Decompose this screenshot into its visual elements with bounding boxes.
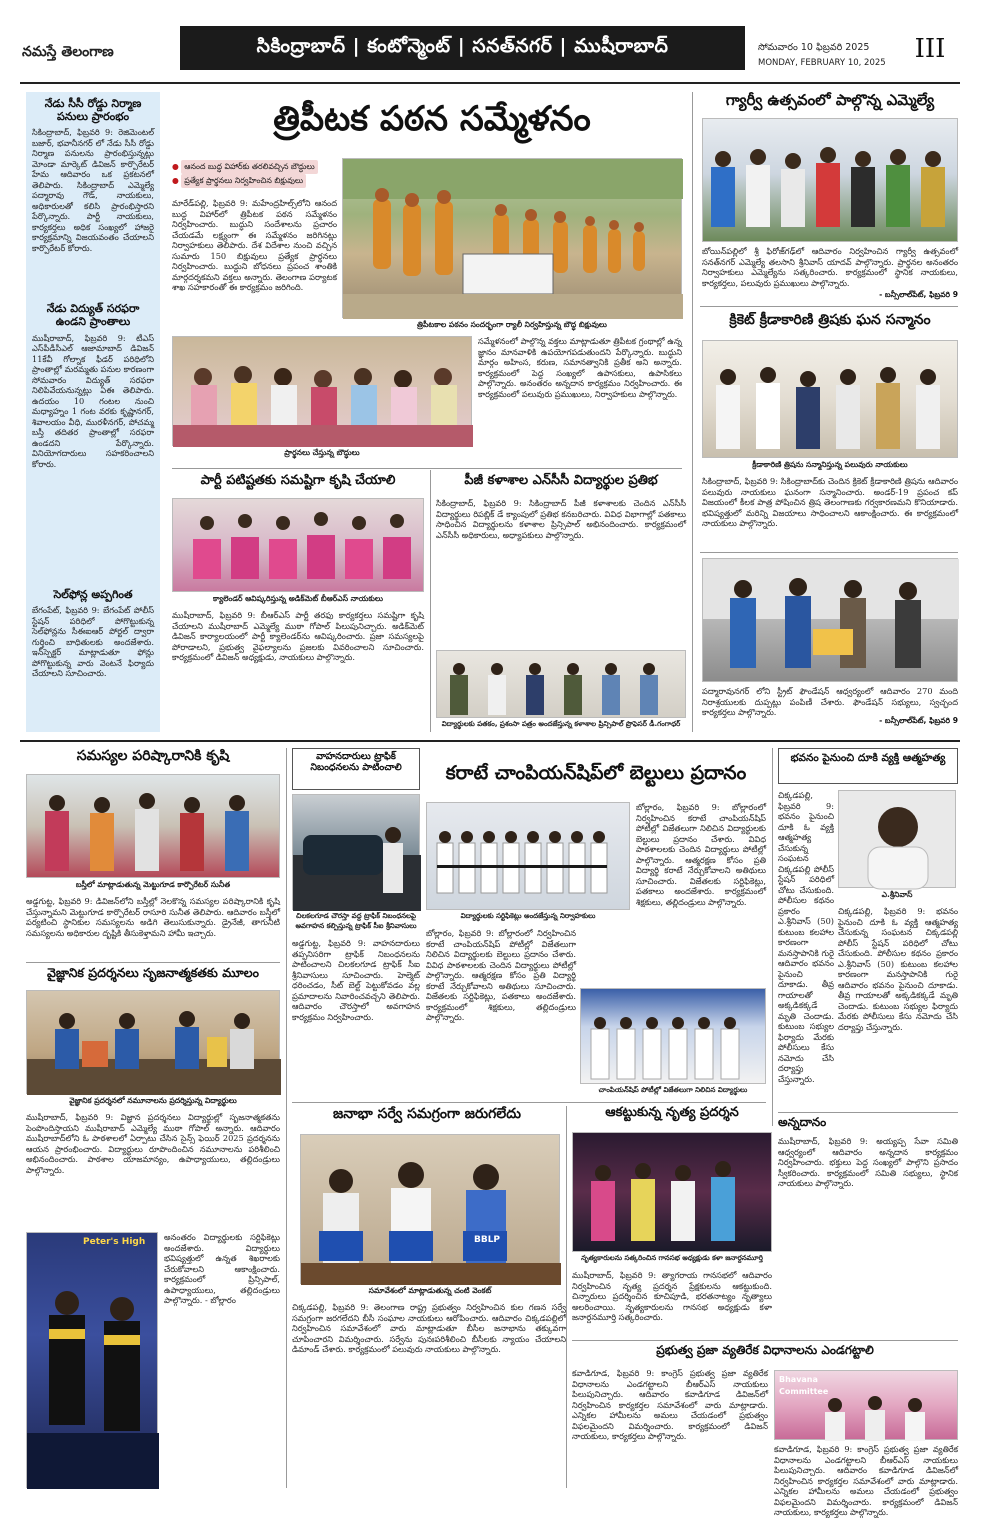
party-calendar-photo: [172, 498, 424, 592]
protest-headline: ప్రభుత్వ ప్రజా వ్యతిరేక విధానాలను ఎండగట్టాలి: [656, 1343, 874, 1357]
winners-illustration: [581, 989, 767, 1085]
right-top-byline: - బన్సీలాల్‌పేట్, ఫిబ్రవరి 9: [879, 290, 958, 299]
science-body: ముషీరాబాద్, ఫిబ్రవరి 9: విజ్ఞాన ప్రదర్శనలు విద్యార్థుల్లో సృజనాత్మకతను పెంపొందిస్తాయని ముషీరాబాద్ ఎమ్మెల్యే ముఠా గోపాల్ అన్నారు. ఆదివారం ముషీరాబాద్‌లోని ఓ పాఠశాలలో ఏర్పాటు చేసిన సైన్స్ ఫెయిర్ 2025 ప్రదర్శనను ఆయన ప్రారంభించారు. విద్యార్థులు రూపొందించిన నమూనాలను పరిశీలించి అభినందించారు. పాఠశాల యాజమాన్యం, ఉపాధ్యాయులు, తల్లిదండ్రులు పాల్గొన్నారు.: [26, 1112, 280, 1175]
cricket-body: సికింద్రాబాద్, ఫిబ్రవరి 9: సికింద్రాబాద్‌కు చెందిన క్రికెట్ క్రీడాకారిణి త్రిషను ఆదివారం పలువురు నాయకులు ఘనంగా సన్మానించారు. అండర్-19 ప్రపంచ కప్ విజయంలో కీలక పాత్ర పోషించిన త్రిష తెలంగాణకు గర్వకారణమని కొనియాడారు. భవిష్యత్తులో మరిన్ని విజయాలు సాధించాలని ఆకాంక్షించారు. ఈ కార్యక్రమంలో నాయకులు పాల్గొన్నారు.: [702, 476, 958, 528]
prayers-illustration: [173, 337, 473, 447]
lead-photo-caption-2: ప్రార్థనలు చేస్తున్న బౌద్ధులు: [284, 448, 360, 457]
lead-bullets: [172, 160, 342, 194]
bullet-icon: ●: [172, 176, 179, 185]
lead-body-1: మారేడ్‌పల్లి, ఫిబ్రవరి 9: మహేంద్రహిల్స్‌లోని ఆనంద బుద్ధ విహార్‌లో త్రిపీటక పఠన సమ్మేళనం నిర్వహించారు. బుద్ధుని సందేశాలను ప్రచారం చేయడమే లక్ష్యంగా ఈ సమ్మేళనం జరిగినట్లు నిర్వాహకులు తెలిపారు. దేశ విదేశాల నుంచి వచ్చిన సుమారు 150 బిక్షువులు ప్రత్యేక ప్రార్థనలు నిర్వహించారు. బుద్ధుని బోధనలు ప్రపంచ శాంతికి మార్గదర్శకమని వక్తలు అన్నారు. తెలంగాణ పర్యాటక శాఖ సహకారంతో ఈ కార్యక్రమం జరిగింది.: [172, 198, 337, 292]
monks-illustration: [343, 159, 683, 319]
blanket-byline: - బన్సీలాల్‌పేట్, ఫిబ్రవరి 9: [879, 716, 958, 725]
column-rule: [430, 470, 431, 732]
edition-title: సికింద్రాబాద్ | కంటోన్మెంట్ | సనత్‌నగర్ | ముషీరాబాద్: [256, 34, 669, 57]
column-rule: [566, 1106, 567, 1488]
lead-photo-caption-1: త్రిపీటకాల పఠనం సందర్భంగా ర్యాలీ నిర్వహిస్తున్న బౌద్ధ బిక్షువులు: [417, 320, 607, 329]
party-headline: పార్టీ పటిష్టతకు సమష్టిగా కృషి చేయాలి: [200, 473, 396, 488]
karate-caption-2: చాంపియన్‌షిప్ పోటీల్లో విజేతలుగా నిలిచిన విద్యార్థులు: [598, 1086, 748, 1094]
section-rule: [26, 962, 280, 963]
dance-performance-photo: [572, 1132, 772, 1252]
date-telugu: సోమవారం 10 ఫిబ్రవరి 2025: [758, 42, 870, 53]
brief-headline: నేడు విద్యుత్ సరఫరా ఉండని ప్రాంతాలు: [46, 302, 140, 328]
karate-headline: కరాటే చాంపియన్‌షిప్‌లో బెల్టులు ప్రదానం: [445, 762, 747, 784]
graduation-illustration: [27, 1233, 159, 1489]
victim-photo: [838, 790, 956, 888]
suicide-body: చిక్కడపల్లి, ఫిబ్రవరి 9: భవనం పైనుంచి దూకి ఓ వ్యక్తి ఆత్మహత్య చేసుకున్న సంఘటన చిక్కడపల్లి పోలీస్ స్టేషన్ పరిధిలో చోటు చేసుకుంది. పోలీసుల కథనం ప్రకారం ఎ.శ్రీనివాస్ (50) కుటుంబ కలహాల కారణంగా మనస్తాపానికి గురై ఆదివారం భవనం పైనుంచి దూకాడు. తీవ్ర గాయాలతో అక్కడికక్కడే మృతి చెందాడు. కుటుంబ సభ్యుల ఫిర్యాదు మేరకు పోలీసులు కేసు నమోదు చేసి దర్యాప్తు చేస్తున్నారు.: [778, 790, 834, 1084]
karate-group-photo: [426, 802, 630, 910]
victim-caption: ఎ.శ్రీనివాస్: [881, 890, 913, 899]
annadanam-headline: అన్నదానం: [778, 1115, 827, 1129]
census-body: చిక్కడపల్లి, ఫిబ్రవరి 9: తెలంగాణ రాష్ట్ర ప్రభుత్వం నిర్వహించిన కుల గణన సర్వే సమగ్రంగా జరగలేదని బీసీ సంఘాల నాయకులు ఆరోపించారు. ఆదివారం చిక్కడపల్లిలో నిర్వహించిన సమావేశంలో వారు మాట్లాడుతూ బీసీల జనాభాను తక్కువగా చూపించారని విమర్శించారు. సర్వేను పునఃపరిశీలించి బీసీలకు న్యాయం చేయాలని డిమాండ్ చేశారు. కార్యక్రమంలో పలువురు నాయకులు పాల్గొన్నారు.: [292, 1302, 566, 1354]
right-top-body: బోయిన్‌పల్లిలో శ్రీ ఫిరోజ్‌గఢ్‌లో ఆదివారం నిర్వహించిన గ్యార్వీ ఉత్సవంలో సనత్‌నగర్ ఎమ్మెల్యే తలసాని శ్రీనివాస్ యాదవ్ పాల్గొన్నారు. ప్రార్థనల అనంతరం నిర్వాహకులు ఎమ్మెల్యేను సత్కరించారు. కార్యక్రమంలో స్థానిక నాయకులు, కార్యకర్తలు, పలువురు ప్రముఖులు పాల్గొన్నారు.: [702, 246, 958, 288]
lead-bullet: ఆనంద బుద్ధ విహార్‌కు తరలివచ్చిన బౌద్ధులు: [181, 160, 317, 174]
suicide-headline-box: [778, 748, 958, 784]
graduation-photo: [26, 1232, 158, 1488]
blanket-body: పద్మారావునగర్ లోని స్ట్రీట్ ఫౌండేషన్ ఆధ్వర్యంలో ఆదివారం 270 మంది నిరాశ్రయులకు దుప్పట్లు పంపిణీ చేశారు. ఫౌండేషన్ సభ్యులు, స్వచ్ఛంద కార్యకర్తలు పాల్గొన్నారు.: [702, 686, 958, 717]
section-rule: [172, 468, 682, 469]
traffic-caption: చిలకలగూడ చౌరస్తా వద్ద ట్రాఫిక్ నిబంధనలపై అవగాహన కల్పిస్తున్న ట్రాఫిక్ సీఐ శ్రీనివాసులు: [295, 912, 417, 930]
protest-illustration: [775, 1371, 959, 1441]
suicide-body-cont: చిక్కడపల్లి, ఫిబ్రవరి 9: భవనం పైనుంచి దూకి ఓ వ్యక్తి ఆత్మహత్య చేసుకున్న సంఘటన చిక్కడపల్లి పోలీస్ స్టేషన్ పరిధిలో చోటు చేసుకుంది. పోలీసుల కథనం ప్రకారం ఎ.శ్రీనివాస్ (50) కుటుంబ కలహాల కారణంగా మనస్తాపానికి గురై ఆదివారం భవనం పైనుంచి దూకాడు. తీవ్ర గాయాలతో అక్కడికక్కడే మృతి చెందాడు. కుటుంబ సభ్యుల ఫిర్యాదు మేరకు పోలీసులు కేసు నమోదు చేసి దర్యాప్తు చేస్తున్నారు.: [838, 906, 958, 1032]
masthead: [0, 0, 981, 78]
protest-banner-sign-2: Committee: [779, 1387, 829, 1396]
dance-caption: నృత్యకారులను సత్కరించిన గానసభ అధ్యక్షుడు కళా జనార్దనమూర్తి: [581, 1254, 763, 1262]
science-headline: వైజ్ఞానిక ప్రదర్శనలు సృజనాత్మకతకు మూలం: [47, 965, 259, 980]
page-number: III: [914, 34, 946, 64]
karate-body-right: బోల్లారం, ఫిబ్రవరి 9: బోల్లారంలో నిర్వహించిన కరాటే చాంపియన్‌షిప్ పోటీల్లో విజేతలుగా నిలిచిన విద్యార్థులకు బెల్టులు ప్రదానం చేశారు. వివిధ పాఠశాలలకు చెందిన విద్యార్థులు పోటీల్లో పాల్గొన్నారు. ఆత్మరక్షణ కోసం ప్రతి విద్యార్థి కరాటే నేర్చుకోవాలని అతిథులు సూచించారు. విజేతలకు సర్టిఫికెట్లు, పతకాలు అందజేశారు. కార్యక్రమంలో శిక్షకులు, తల్లిదండ్రులు పాల్గొన్నారు.: [636, 802, 766, 907]
dance-body: ముషీరాబాద్, ఫిబ్రవరి 9: త్యాగరాయ గానసభలో ఆదివారం నిర్వహించిన నృత్య ప్రదర్శన ప్రేక్షకులను ఆకట్టుకుంది. చిన్నారులు ప్రదర్శించిన కూచిపూడి, భరతనాట్యం నృత్యాలు అలరించాయి. నృత్యకారులను గానసభ అధ్యక్షుడు కళా జనార్దనమూర్తి సత్కరించారు.: [572, 1270, 772, 1322]
dance-headline: ఆకట్టుకున్న నృత్య ప్రదర్శన: [605, 1105, 739, 1120]
mla-festival-photo: [702, 118, 958, 242]
bullet-icon: ●: [172, 162, 179, 171]
karate-caption-1: విద్యార్థులకు సర్టిఫికెట్లు అందజేస్తున్న నిర్వాహకులు: [460, 912, 596, 920]
science-illustration: [27, 991, 281, 1095]
portrait-illustration: [839, 791, 957, 889]
left-briefs-column: [26, 92, 160, 732]
ncc-caption: విద్యార్థులకు పతకం, ప్రశంసా పత్రం అందజేస్తున్న కళాశాల ప్రిన్సిపాల్ ప్రొఫెసర్ డీ.గంగాధర్: [441, 720, 681, 728]
protest-banner-sign: Bhavana: [779, 1375, 818, 1384]
ncc-body: సికింద్రాబాద్, ఫిబ్రవరి 9: సికింద్రాబాద్ పీజీ కళాశాలకు చెందిన ఎన్‌సీసీ విద్యార్థులు రిపబ్లిక్ డే క్యాంపులో ప్రతిభ కనబరిచారు. వివిధ విభాగాల్లో పతకాలు సాధించిన విద్యార్థులను కళాశాల ప్రిన్సిపాల్ అభినందించారు. కార్యక్రమంలో ఎన్‌సీసీ అధికారులు, అధ్యాపకులు పాల్గొన్నారు.: [436, 498, 686, 540]
traffic-headline-box: [292, 748, 420, 790]
visit-illustration: [27, 775, 281, 879]
column-rule: [286, 748, 287, 1488]
paper-name: నమస్తే తెలంగాణ: [22, 44, 114, 60]
problems-body: అడ్డగుట్ట, ఫిబ్రవరి 9: డివిజన్‌లోని బస్తీల్లో నెలకొన్న సమస్యల పరిష్కారానికి కృషి చేస్తున్నామని మెట్టుగూడ కార్పొరేటర్ రాసూరి సునీత తెలిపారు. ఆదివారం బస్తీలో పర్యటించి స్థానికుల సమస్యలను అడిగి తెలుసుకున్నారు. డ్రైనేజీ, తాగునీటి సమస్యలను అధికారుల దృష్టికి తీసుకెళ్తామని హామీ ఇచ్చారు.: [26, 896, 280, 938]
meeting-illustration: [301, 1135, 561, 1285]
cricket-headline: క్రికెట్ క్రీడాకారిణి త్రిషకు ఘన సన్మానం: [729, 312, 931, 328]
brief-body: బేగంపేట్, ఫిబ్రవరి 9: బేగంపేట్ పోలీస్ స్టేషన్ పరిధిలో పోగొట్టుకున్న సెల్‌ఫోన్లను సీఈఐఆర్ పోర్టల్ ద్వారా గుర్తించి బాధితులకు అందజేశారు. ఇన్‌స్పెక్టర్ మాట్లాడుతూ ఫోన్లు పోగొట్టుకున్న వారు వెంటనే ఫిర్యాదు చేయాలని సూచించారు.: [32, 605, 154, 679]
prayers-photo: [172, 336, 472, 446]
lead-bullet: ప్రత్యేక ప్రార్థనలు నిర్వహించిన బిక్షువులు: [181, 174, 306, 188]
blanket-distribution-photo: [702, 558, 958, 682]
graduation-body: అనంతరం విద్యార్థులకు సర్టిఫికెట్లు అందజేశారు. విద్యార్థులు భవిష్యత్తులో ఉన్నత శిఖరాలకు చేరుకోవాలని ఆకాంక్షించారు. కార్యక్రమంలో ప్రిన్సిపాల్, ఉపాధ్యాయులు, తల్లిదండ్రులు పాల్గొన్నారు. - బోల్లారం: [164, 1232, 280, 1305]
karate-body: బోల్లారం, ఫిబ్రవరి 9: బోల్లారంలో నిర్వహించిన కరాటే చాంపియన్‌షిప్ పోటీల్లో విజేతలుగా నిలిచిన విద్యార్థులకు బెల్టులు ప్రదానం చేశారు. వివిధ పాఠశాలలకు చెందిన విద్యార్థులు పోటీల్లో పాల్గొన్నారు. ఆత్మరక్షణ కోసం ప్రతి విద్యార్థి కరాటే నేర్చుకోవాలని అతిథులు సూచించారు. విజేతలకు సర్టిఫికెట్లు, పతకాలు అందజేశారు. కార్యక్రమంలో శిక్షకులు, తల్లిదండ్రులు పాల్గొన్నారు.: [426, 928, 576, 1022]
column-rule: [772, 748, 773, 1126]
census-caption: సమావేశంలో మాట్లాడుతున్న చంటి వెంకట్: [368, 1286, 492, 1295]
traffic-headline: వాహనదారులు ట్రాఫిక్ నిబంధనలను పాటించాలి: [310, 751, 402, 773]
party-caption: క్యాలెండర్ ఆవిష్కరిస్తున్న అడిక్‌మెట్ బీఆర్ఎస్ నాయకులు: [213, 594, 383, 603]
section-rule: [700, 552, 958, 553]
protest-meeting-photo: [774, 1370, 958, 1440]
brief-headline: సెల్‌ఫోన్ల అప్పగింత: [53, 587, 133, 601]
date-english: MONDAY, FEBRUARY 10, 2025: [758, 58, 886, 68]
protest-body-right: కవాడిగూడ, ఫిబ్రవరి 9: కాంగ్రెస్ ప్రభుత్వ ప్రజా వ్యతిరేక విధానాలను ఎండగట్టాలని బీఆర్ఎస్ నాయకులు పిలుపునిచ్చారు. ఆదివారం కవాడిగూడ డివిజన్‌లో నిర్వహించిన కార్యకర్తల సమావేశంలో వారు మాట్లాడారు. ఎన్నికల హామీలను అమలు చేయడంలో ప్రభుత్వం విఫలమైందని విమర్శించారు. కార్యక్రమంలో డివిజన్ నాయకులు, కార్యకర్తలు పాల్గొన్నారు.: [774, 1444, 958, 1517]
annadanam-body: ముషీరాబాద్, ఫిబ్రవరి 9: అయ్యప్ప సేవా సమితి ఆధ్వర్యంలో ఆదివారం అన్నదాన కార్యక్రమం నిర్వహించారు. భక్తులు పెద్ద సంఖ్యలో పాల్గొని ప్రసాదం స్వీకరించారు. కార్యక్రమంలో సమితి సభ్యులు, స్థానిక నాయకులు పాల్గొన్నారు.: [778, 1136, 958, 1188]
section-rule: [700, 306, 958, 307]
graduation-sign: Peter's High: [83, 1237, 146, 1247]
ncc-headline: పీజీ కళాశాల ఎన్‌సీసీ విద్యార్థుల ప్రతిభ: [464, 473, 658, 488]
monks-procession-photo: [342, 158, 682, 318]
problems-caption: బస్తీలో మాట్లాడుతున్న మెట్టుగూడ కార్పొరేటర్ సునీత: [75, 880, 231, 889]
felicitation-illustration: [703, 341, 959, 459]
ncc-award-photo: [436, 650, 686, 718]
protest-body: కవాడిగూడ, ఫిబ్రవరి 9: కాంగ్రెస్ ప్రభుత్వ ప్రజా వ్యతిరేక విధానాలను ఎండగట్టాలని బీఆర్ఎస్ నాయకులు పిలుపునిచ్చారు. ఆదివారం కవాడిగూడ డివిజన్‌లో నిర్వహించిన కార్యకర్తల సమావేశంలో వారు మాట్లాడారు. ఎన్నికల హామీలను అమలు చేయడంలో ప్రభుత్వం విఫలమైందని విమర్శించారు. కార్యక్రమంలో డివిజన్ నాయకులు, కార్యకర్తలు పాల్గొన్నారు.: [572, 1368, 768, 1441]
masthead-rule: [20, 82, 960, 84]
karate-winners-photo: [580, 988, 766, 1084]
science-fair-photo: [26, 990, 280, 1094]
right-top-headline: గ్యార్వీ ఉత్సవంలో పాల్గొన్న ఎమ్మెల్యే: [725, 91, 935, 109]
census-meeting-photo: [300, 1134, 560, 1284]
column-rule: [692, 92, 693, 732]
calendar-illustration: [173, 499, 425, 593]
census-banner-text: BBLP: [473, 1235, 501, 1245]
cricket-felicitation-photo: [702, 340, 958, 458]
section-rule: [572, 1340, 958, 1341]
edition-title-bar: [180, 26, 745, 70]
karate-illustration: [427, 803, 631, 911]
cricket-caption: క్రీడాకారిణి త్రిషను సన్మానిస్తున్న పలువురు నాయకులు: [752, 460, 908, 469]
award-illustration: [437, 651, 687, 719]
section-rule: [778, 1112, 958, 1113]
party-body: ముషీరాబాద్, ఫిబ్రవరి 9: బీఆర్ఎస్ పార్టీ తరఫు కార్యకర్తలు సమష్టిగా కృషి చేయాలని ముషీరాబాద్ ఎమ్మెల్యే ముఠా గోపాల్ పిలుపునిచ్చారు. అడిక్‌మెట్ డివిజన్ కార్యాలయంలో పార్టీ క్యాలెండర్‌ను ఆవిష్కరించారు. ప్రజా సమస్యలపై పోరాడాలని, ప్రభుత్వ వైఫల్యాలను ప్రజలకు వివరించాలని సూచించారు. కార్యక్రమంలో డివిజన్ అధ్యక్షుడు, నాయకులు పాల్గొన్నారు.: [172, 610, 424, 662]
lead-headline: త్రిపీటక పఠన సమ్మేళనం: [273, 99, 591, 139]
brief-body: ముషీరాబాద్, ఫిబ్రవరి 9: టీఎస్ ఎస్‌పీడీసీఎల్ ఆజామాబాద్ డివిజన్ 11కేవీ గోల్నాక ఫీడర్ పరిధిలోని ప్రాంతాల్లో మరమ్మతు పనుల కారణంగా సోమవారం విద్యుత్ సరఫరా నిలిపివేయనున్నట్లు ఏఈ తెలిపారు. ఉదయం 10 గంటల నుంచి మధ్యాహ్నం 1 గంట వరకు కృష్ణానగర్, శివాలయం వీధి, మురళీనగర్, పోచమ్మ బస్తీ తదితర ప్రాంతాల్లో సరఫరా ఉండదని పేర్కొన్నారు. వినియోగదారులు సహకరించాలని కోరారు.: [32, 332, 154, 469]
corporator-visit-photo: [26, 774, 280, 878]
fold-rule: [20, 740, 960, 742]
traffic-awareness-photo: [292, 794, 420, 910]
distribution-illustration: [703, 559, 959, 683]
brief-body: సికింద్రాబాద్, ఫిబ్రవరి 9: రెజిమెంటల్ బజార్, భవానీనగర్ లో నేడు సీసీ రోడ్డు నిర్మాణ పనులను ప్రారంభిస్తున్నట్లు మోండా మార్కెట్ డివిజన్ కార్పొరేటర్ హేమ ఆదివారం ఒక ప్రకటనలో తెలిపారు. సికింద్రాబాద్ ఎమ్మెల్యే పద్మారావు గౌడ్, నాయకులు, అధికారులతో కలిసి ప్రారంభిస్తారని పేర్కొన్నారు. పార్టీ నాయకులు, కార్యకర్తలు అధిక సంఖ్యలో హాజరై కార్యక్రమాన్ని విజయవంతం చేయాలని కార్పొరేటర్ కోరారు.: [32, 127, 154, 253]
traffic-illustration: [293, 795, 421, 911]
census-headline: జనాభా సర్వే సమగ్రంగా జరుగలేదు: [333, 1106, 521, 1122]
lead-body-2: సమ్మేళనంలో పాల్గొన్న వక్తలు మాట్లాడుతూ త్రిపీటక గ్రంథాల్లో ఉన్న జ్ఞానం మానవాళికి ఉపయోగపడుతుందని పేర్కొన్నారు. బుద్ధుని మార్గం అహింస, కరుణ, సమానత్వానికి ప్రతీక అని అన్నారు. కార్యక్రమంలో పెద్ద సంఖ్యలో ఉపాసకులు, ఉపాసికలు పాల్గొన్నారు. అనంతరం అన్నదాన కార్యక్రమం నిర్వహించారు. ఈ కార్యక్రమంలో పలువురు ప్రముఖులు, నిర్వాహకులు పాల్గొన్నారు.: [478, 336, 682, 399]
traffic-body: అడ్డగుట్ట, ఫిబ్రవరి 9: వాహనదారులు తప్పనిసరిగా ట్రాఫిక్ నిబంధనలను పాటించాలని చిలకలగూడ ట్రాఫిక్ సీఐ శ్రీనివాసులు సూచించారు. హెల్మెట్ ధరించడం, సీట్ బెల్ట్ పెట్టుకోవడం వల్ల ప్రమాదాలను నివారించవచ్చని తెలిపారు. ఆదివారం చౌరస్తాలో అవగాహన కార్యక్రమం నిర్వహించారు.: [292, 938, 420, 1022]
suicide-headline: భవనం పైనుంచి దూకి వ్యక్తి ఆత్మహత్య: [790, 752, 946, 764]
dance-illustration: [573, 1133, 773, 1253]
brief-headline: నేడు సీసీ రోడ్డు నిర్మాణ పనులు ప్రారంభం: [44, 97, 142, 123]
section-rule: [292, 1102, 766, 1103]
science-caption: వైజ్ఞానిక ప్రదర్శనలో నమూనాలను ప్రదర్శిస్తున్న విద్యార్థులు: [69, 1096, 237, 1105]
problems-headline: సమస్యల పరిష్కారానికి కృషి: [76, 748, 230, 764]
crowd-illustration: [703, 119, 959, 243]
